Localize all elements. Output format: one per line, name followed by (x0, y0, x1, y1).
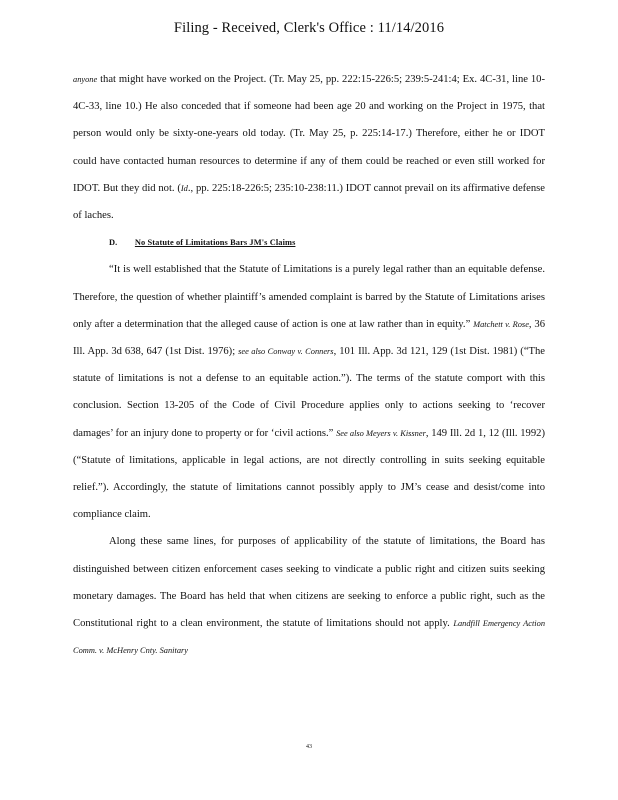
document-body (73, 66, 545, 664)
citation-id: Id (180, 183, 188, 193)
paragraph-statute-limitations (73, 256, 545, 528)
page-number: 43 (306, 744, 312, 750)
case-citation: Landfill Emergency Action Comm. v. McHenry Cnty. Sanitary (73, 619, 546, 656)
paragraph-text: Along these same lines, for purposes of applicability of the statute of limitations, the Board has distinguished between citizen enforcement cases seeking to vindicate a public right and citizen suits seeking monetary damages. The Board has held that when citizens are seeking to enforce a public right, such as the Constitutional right to a clean environment, the statute of limitations should not apply. (73, 536, 545, 630)
paragraph-text: “It is well established that the Statute of Limitations is a purely legal rather than an equitable defense. Therefore, the question of whether plaintiff’s amended complaint is barred by the Statute of Limitations arises only after a determination that the alleged cause of action is one at law rather than in equity.” (73, 264, 545, 330)
section-title: No Statute of Limitations Bars JM's Claims (134, 238, 296, 248)
case-citation: see also Conway v. Conners (238, 347, 334, 357)
section-heading (73, 229, 545, 256)
filing-stamp-header: Filing - Received, Clerk's Office : 11/14/2016 (173, 20, 445, 36)
paragraph-public-right (73, 528, 545, 664)
paragraph-text: , 149 Ill. 2d 1, 12 (Ill. 1992) (“Statute of limitations, applicable in legal actions, are not directly controlling in suits seeking equitable relief.”). Accordingly, the statute of limitations cannot possibly apply to JM’s cease and desist/come into compliance claim. (73, 427, 545, 521)
case-citation: Matchett v. Rose (473, 319, 529, 329)
italic-term: anyone (73, 75, 98, 84)
case-citation: See also Meyers v. Kissner (336, 428, 426, 438)
paragraph-text: , 101 Ill. App. 3d 121, 129 (1st Dist. 1981) (“The statute of limitations is not a defense to an equitable action.”). The terms of the statute comport with this conclusion. Section 13-205 of the Code of Civil Procedure applies only to actions seeking to ‘recover damages’ for an injury done to property or for ‘civil actions.” (73, 346, 545, 439)
paragraph-text: that might have worked on the Project. (Tr. May 25, pp. 222:15-226:5; 239:5-241:4; Ex. 4C-31, line 10- 4C-33, line 10.) He also conceded that if someone had been age 20 and working on the Project in 1975, that person would only be sixty-one-years old today. (Tr. May 25, p. 225:14-17.) Therefore, either he or IDOT could have contacted human resources to determine if any of them could be reached or even still worked for IDOT. But they did not. ( (73, 74, 545, 194)
section-letter: D. (109, 238, 118, 248)
paragraph-laches-conclusion (73, 66, 545, 229)
paragraph-text-end: ., pp. 225:18-226:5; 235:10-238:11.) IDOT cannot prevail on its affirmative defense of laches. (73, 182, 545, 222)
paragraph-text: , 36 Ill. App. 3d 638, 647 (1st Dist. 1976); (73, 318, 546, 358)
